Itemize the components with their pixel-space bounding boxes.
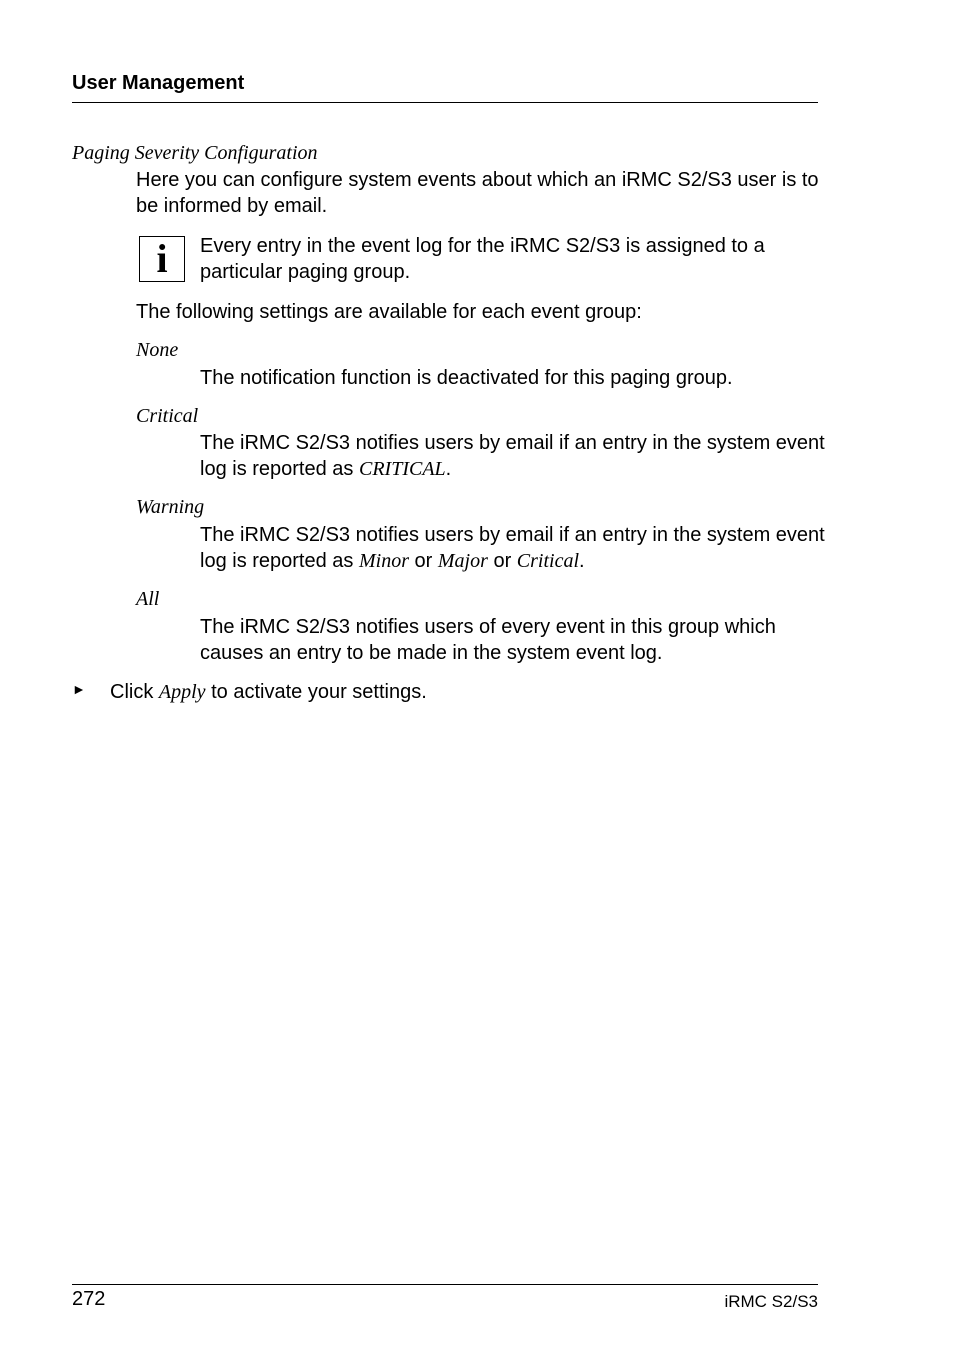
step-pre: Click (110, 681, 159, 703)
info-note: Every entry in the event log for the iRMC S2/S3 is assigned to a particular paging group. (200, 235, 765, 283)
desc-warning-major: Major (437, 550, 488, 572)
desc-warning-minor: Minor (358, 550, 409, 572)
page-header-title: User Management (72, 72, 245, 94)
desc-warning-end: . (579, 550, 585, 572)
desc-warning-critical: Critical (516, 550, 580, 572)
desc-warning-or2: or (487, 550, 517, 572)
footer-rule (72, 1284, 818, 1285)
desc-critical (200, 430, 826, 482)
step-apply: Apply (158, 681, 206, 703)
term-critical: Critical (136, 405, 199, 427)
step-instruction (110, 679, 427, 705)
section-intro: Here you can configure system events about which an iRMC S2/S3 user is to be informed by email. (136, 169, 819, 217)
desc-critical-em: CRITICAL (358, 458, 446, 480)
header-rule (72, 102, 818, 103)
product-name: iRMC S2/S3 (724, 1292, 818, 1311)
desc-none: The notification function is deactivated for this paging group. (200, 367, 733, 389)
term-none: None (136, 339, 179, 361)
info-icon-glyph: i (156, 236, 168, 281)
page-number: 272 (72, 1288, 106, 1310)
step-post: to activate your settings. (205, 681, 427, 703)
desc-warning-or1: or (408, 550, 438, 572)
term-all: All (136, 588, 160, 610)
desc-warning (200, 522, 826, 574)
settings-intro: The following settings are available for each event group: (136, 301, 642, 323)
info-icon (139, 236, 185, 282)
step-bullet-icon: ► (72, 681, 86, 697)
desc-all: The iRMC S2/S3 notifies users of every event in this group which causes an entry to be made in the system event log. (200, 616, 776, 664)
term-warning: Warning (136, 496, 205, 518)
section-title: Paging Severity Configuration (72, 142, 318, 164)
desc-critical-text: The iRMC S2/S3 notifies users by email if an entry in the system event log is reported as (200, 432, 825, 480)
desc-critical-end: . (445, 458, 452, 480)
desc-warning-text: The iRMC S2/S3 notifies users by email if an entry in the system event log is reported as (200, 524, 825, 572)
